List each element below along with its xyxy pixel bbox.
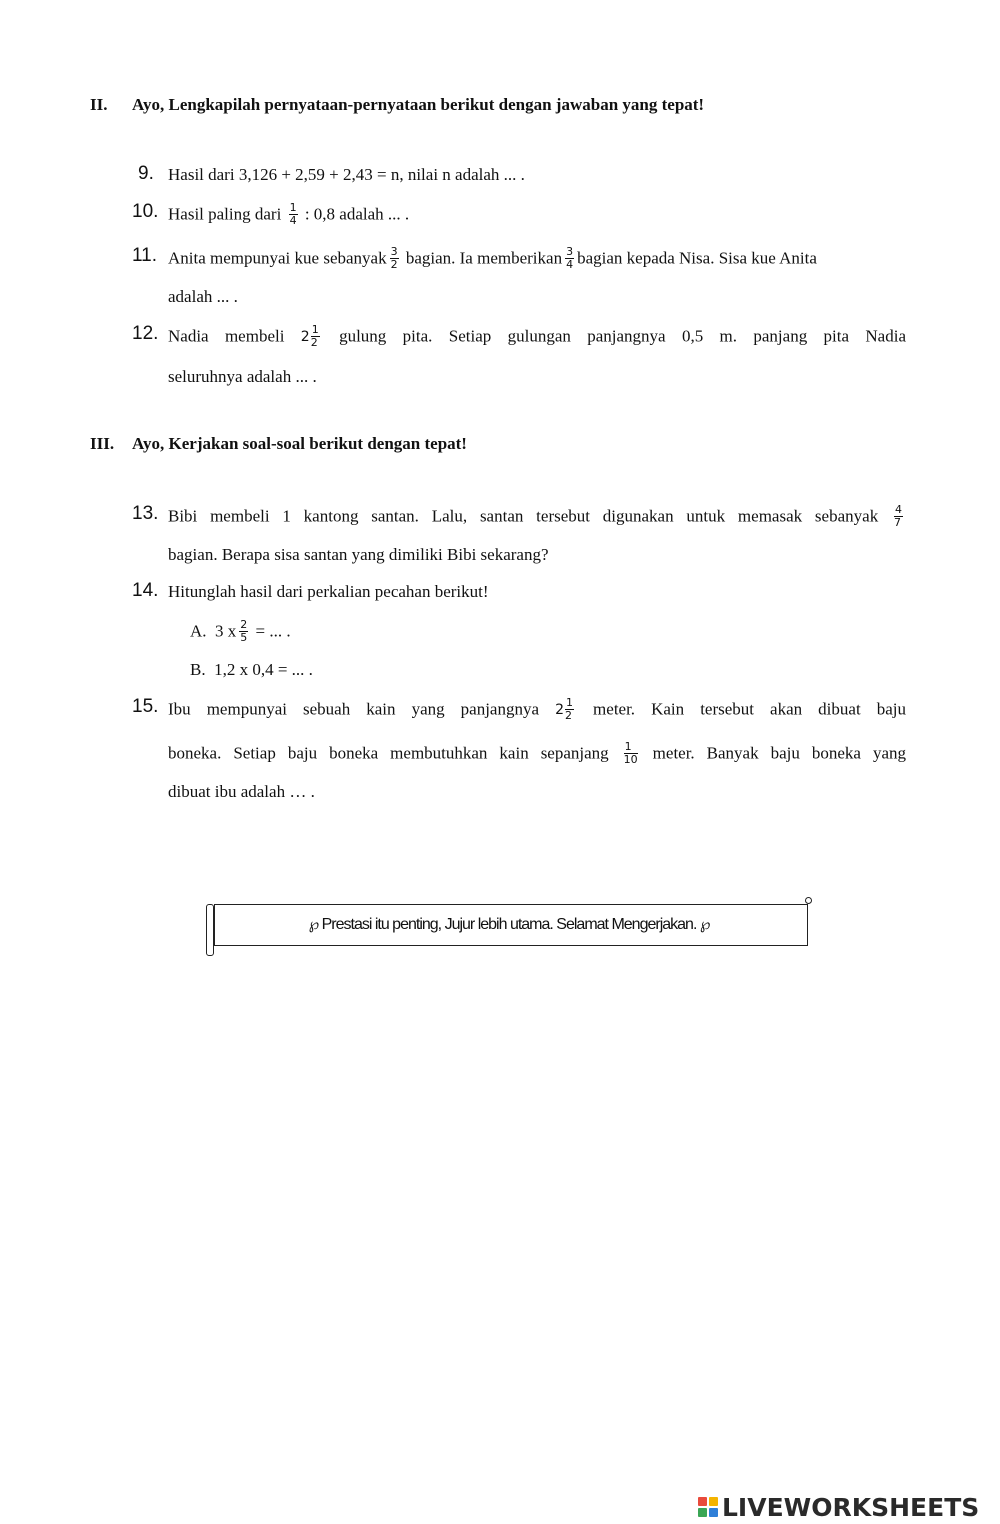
ornament-icon: ℘ xyxy=(699,915,710,933)
question-15-text-d: meter. Banyak baju boneka yang xyxy=(652,743,906,763)
question-14-text: Hitunglah hasil dari perkalian pecahan berikut! xyxy=(168,582,489,601)
section-2-heading xyxy=(90,95,704,115)
question-14-part-a xyxy=(190,620,291,645)
question-11-number: 11. xyxy=(132,245,158,266)
question-13-text-a: Bibi membeli 1 kantong santan. Lalu, santan tersebut digunakan untuk memasak sebanyak xyxy=(168,506,879,526)
question-10-line xyxy=(168,203,906,228)
question-13-line-1 xyxy=(168,505,906,530)
fraction-two-fifths: $\frac{2}{5}$ xyxy=(240,618,248,644)
brand-text: LIVEWORKSHEETS xyxy=(722,1492,980,1522)
question-10-number: 10. xyxy=(132,201,159,222)
section-3-number: III. xyxy=(90,434,115,453)
motto-text: Prestasi itu penting, Jujur lebih utama. Selamat Mengerjakan. xyxy=(321,916,697,933)
question-15-text-c: boneka. Setiap baju boneka membutuhkan kain sepanjang xyxy=(168,743,609,763)
fraction-one-quarter: $\frac{1}{4}$ xyxy=(289,201,297,227)
question-12-line-1 xyxy=(168,325,906,350)
part-a-expression: 3 x xyxy=(215,621,237,641)
question-12-line-2: seluruhnya adalah ... . xyxy=(168,367,317,386)
question-11-line-1 xyxy=(168,247,906,272)
section-2-title: Ayo, Lengkapilah pernyataan-pernyataan berikut dengan jawaban yang tepat! xyxy=(132,95,705,114)
question-12-number: 12. xyxy=(132,323,159,344)
liveworksheets-logo-icon xyxy=(698,1497,718,1517)
part-b-label: B. xyxy=(190,660,206,679)
fraction-four-sevenths: $\frac{4}{7}$ xyxy=(894,503,903,529)
part-a-label: A. xyxy=(190,621,207,641)
fraction-three-halves: $\frac{3}{2}$ xyxy=(390,245,398,271)
section-3-title: Ayo, Kerjakan soal-soal berikut dengan tepat! xyxy=(132,434,467,453)
question-9-number: 9. xyxy=(138,163,154,184)
question-14-number: 14. xyxy=(132,580,159,601)
question-10-text-before: Hasil paling dari xyxy=(168,204,282,224)
part-a-result: = ... . xyxy=(255,621,291,641)
part-b-expression: 1,2 x 0,4 = ... . xyxy=(214,660,313,679)
question-11-text-c: bagian kepada Nisa. Sisa kue Anita xyxy=(577,248,817,268)
motto-banner xyxy=(206,900,812,946)
question-13-line-2: bagian. Berapa sisa santan yang dimiliki Bibi sekarang? xyxy=(168,545,549,564)
question-11-line-2: adalah ... . xyxy=(168,287,238,306)
fraction-one-tenth: $\frac{1}{10}$ xyxy=(623,740,638,766)
section-3-heading xyxy=(90,434,467,454)
question-12-text-a: Nadia membeli xyxy=(168,326,285,346)
banner-content xyxy=(206,915,812,934)
fraction-three-quarters: $\frac{3}{4}$ xyxy=(566,245,574,271)
question-11-text-b: bagian. Ia memberikan xyxy=(405,248,563,268)
question-15-line-1 xyxy=(168,698,906,723)
ornament-icon: ℘ xyxy=(308,915,319,933)
question-15-line-3: dibuat ibu adalah … . xyxy=(168,782,315,801)
question-15-text-a: Ibu mempunyai sebuah kain yang panjangnya xyxy=(168,699,540,719)
question-15-text-b: meter. Kain tersebut akan dibuat baju xyxy=(593,699,906,719)
question-10-text-after: : 0,8 adalah ... . xyxy=(304,204,410,224)
question-9-text: Hasil dari 3,126 + 2,59 + 2,43 = n, nilai n adalah ... . xyxy=(168,165,525,184)
question-11-text-a: Anita mempunyai kue sebanyak xyxy=(168,248,387,268)
section-2-number: II. xyxy=(90,95,108,114)
scroll-curl-right xyxy=(805,897,812,904)
question-15-line-2 xyxy=(168,742,906,767)
question-13-number: 13. xyxy=(132,503,159,524)
question-15-number: 15. xyxy=(132,696,159,717)
question-12-text-b: gulung pita. Setiap gulungan panjangnya 0,5 m. panjang pita Nadia xyxy=(339,326,906,346)
mixed-number-two-and-half: 2 $\frac{1}{2}$ xyxy=(300,323,319,349)
mixed-number-two-and-half: 2 $\frac{1}{2}$ xyxy=(555,696,573,722)
question-14-part-b xyxy=(190,660,313,680)
liveworksheets-brand xyxy=(698,1492,979,1522)
